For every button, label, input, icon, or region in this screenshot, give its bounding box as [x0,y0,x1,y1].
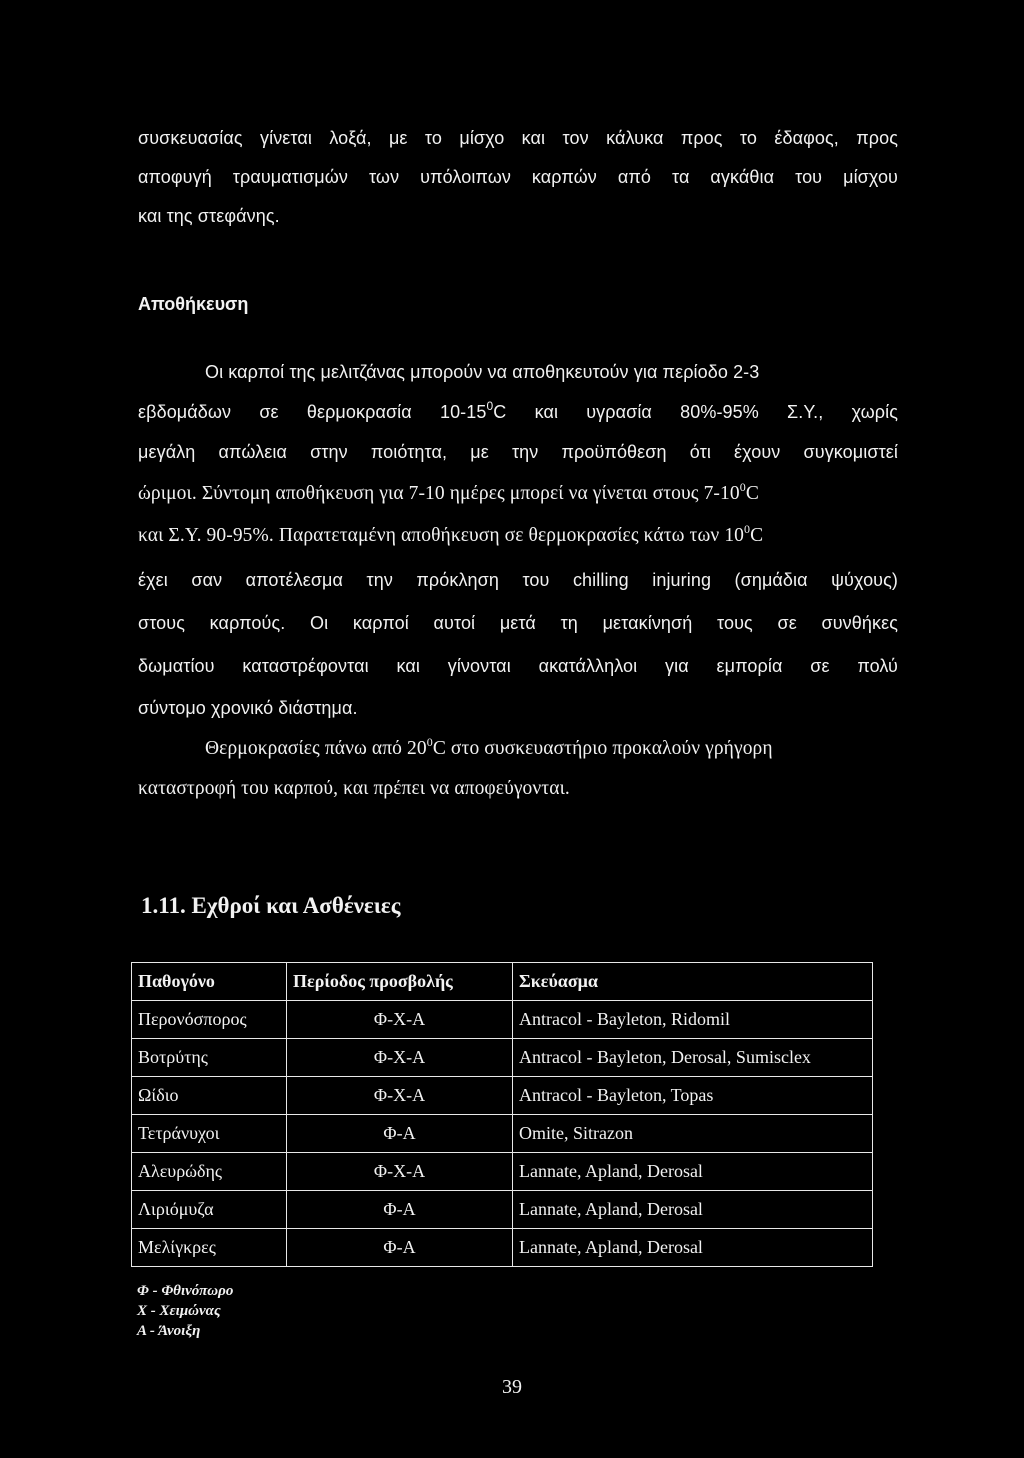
table-row [132,1039,873,1077]
pathogen-cell: Βοτρύτης [132,1039,287,1077]
period-cell: Φ-Α [287,1191,513,1229]
product-cell: Lannate, Apland, Derosal [513,1229,873,1267]
diseases-table [131,962,873,1267]
storage-line-3: μεγάλη απώλεια στην ποιότητα, με την προϋπόθεση ότι έχουν συγκομιστεί [138,442,898,462]
product-cell: Lannate, Apland, Derosal [513,1191,873,1229]
product-cell: Antracol - Bayleton, Ridomil [513,1001,873,1039]
storage-line-5 [138,524,898,548]
intro-line-3: και της στεφάνης. [138,206,280,226]
storage-line-8: δωματίου καταστρέφονται και γίνονται ακατάλληλοι για εμπορία σε πολύ [138,656,898,676]
page-number: 39 [502,1376,522,1398]
section-title: 1.11. Εχθροί και Ασθένειες [141,893,401,918]
period-cell: Φ-Α [287,1115,513,1153]
storage-line-10a: Θερμοκρασίες πάνω από 20 [205,738,427,759]
storage-line-9: σύντομο χρονικό διάστημα. [138,698,358,718]
storage-line-4 [138,482,898,506]
header-product: Σκεύασμα [513,963,873,1001]
storage-line-4a: ώριμοι. Σύντομη αποθήκευση για 7-10 ημέρες μπορεί να γίνεται στους 7-10 [138,483,740,504]
degree-sup: 0 [426,735,433,749]
storage-line-1: Οι καρποί της μελιτζάνας μπορούν να αποθηκευτούν για περίοδο 2-3 [205,362,760,382]
storage-line-5b: C [750,525,764,546]
period-cell: Φ-Α [287,1229,513,1267]
storage-line-2a: εβδομάδων σε θερμοκρασία 10-15 [138,402,487,422]
storage-line-5a: και Σ.Υ. 90-95%. Παρατεταμένη αποθήκευση σε θερμοκρασίες κάτω των 10 [138,525,745,546]
pathogen-cell: Τετράνυχοι [132,1115,287,1153]
product-cell: Lannate, Apland, Derosal [513,1153,873,1191]
pathogen-cell: Αλευρώδης [132,1153,287,1191]
pathogen-cell: Μελίγκρες [132,1229,287,1267]
pathogen-cell: Περονόσπορος [132,1001,287,1039]
storage-line-10 [205,737,898,761]
storage-line-7: στους καρπούς. Οι καρποί αυτοί μετά τη μετακίνησή τους σε συνθήκες [138,613,898,633]
storage-line-2b: C και υγρασία 80%-95% Σ.Υ., χωρίς [493,402,898,422]
period-cell: Φ-Χ-Α [287,1001,513,1039]
degree-sup: 0 [739,480,746,494]
storage-line-11: καταστροφή του καρπού, και πρέπει να αποφεύγονται. [138,778,570,799]
storage-heading: Αποθήκευση [138,294,249,314]
legend-item-spring: Α - Άνοιξη [137,1323,201,1339]
header-period: Περίοδος προσβολής [287,963,513,1001]
pathogen-cell: Λιριόμυζα [132,1191,287,1229]
period-cell: Φ-Χ-Α [287,1153,513,1191]
storage-line-4b: C [745,483,759,504]
storage-line-6: έχει σαν αποτέλεσμα την πρόκληση του chilling injuring (σημάδια ψύχους) [138,570,898,590]
table-row [132,1115,873,1153]
intro-line-2: αποφυγή τραυματισμών των υπόλοιπων καρπών από τα αγκάθια του μίσχου [138,167,898,187]
legend-item-autumn: Φ - Φθινόπωρο [137,1283,234,1299]
product-cell: Antracol - Bayleton, Derosal, Sumisclex [513,1039,873,1077]
degree-sup: 0 [486,399,494,413]
pathogen-cell: Ωίδιο [132,1077,287,1115]
legend-item-winter: Χ - Χειμώνας [137,1303,221,1319]
intro-line-1: συσκευασίας γίνεται λοξά, με το μίσχο και τον κάλυκα προς το έδαφος, προς [138,128,898,148]
period-cell: Φ-Χ-Α [287,1039,513,1077]
degree-sup: 0 [744,522,751,536]
storage-line-10b: C στο συσκευαστήριο προκαλούν γρήγορη [432,738,773,759]
table-row [132,1077,873,1115]
product-cell: Antracol - Bayleton, Topas [513,1077,873,1115]
table-header-row [132,963,873,1001]
table-row [132,1001,873,1039]
period-cell: Φ-Χ-Α [287,1077,513,1115]
table-row [132,1153,873,1191]
season-legend [137,1281,233,1341]
storage-line-2 [138,400,898,424]
table-row [132,1229,873,1267]
product-cell: Omite, Sitrazon [513,1115,873,1153]
header-pathogen: Παθογόνο [132,963,287,1001]
table-row [132,1191,873,1229]
